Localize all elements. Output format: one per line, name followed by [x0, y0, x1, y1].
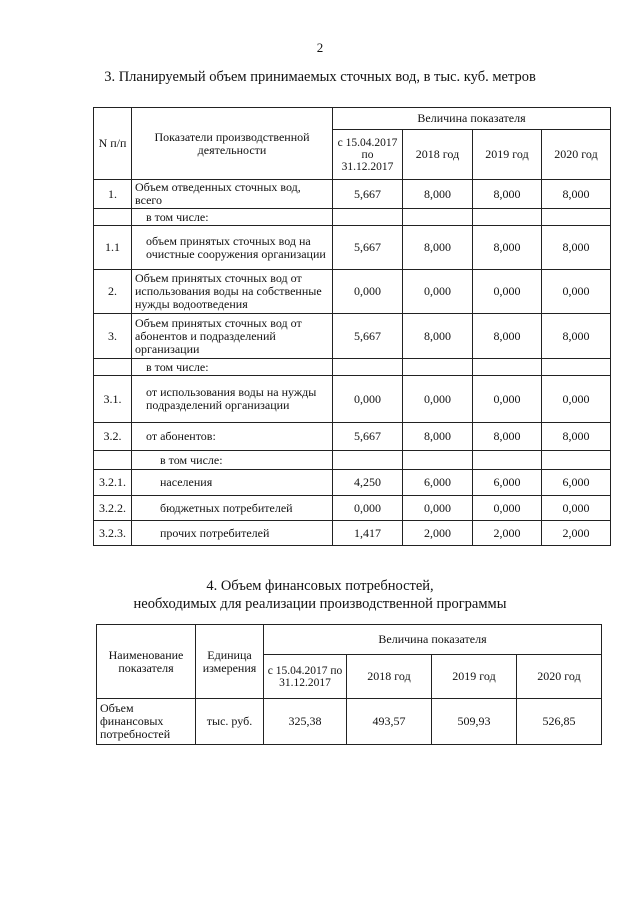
header-value-group: Величина показателя: [333, 108, 611, 130]
table-row: [97, 699, 602, 745]
row-label: бюджетных потребителей: [132, 496, 333, 521]
cell-value: 0,000: [403, 496, 473, 521]
row-label: объем принятых сточных вод на очистные сооружения организации: [132, 226, 333, 270]
table-row: [94, 209, 611, 226]
cell-value: [473, 209, 542, 226]
row-unit: тыс. руб.: [196, 699, 264, 745]
cell-value: 5,667: [333, 423, 403, 451]
table-row: [94, 451, 611, 470]
cell-value: 0,000: [542, 270, 611, 314]
cell-value: 2,000: [403, 521, 473, 546]
cell-value: 325,38: [264, 699, 347, 745]
cell-value: [403, 451, 473, 470]
cell-value: [403, 209, 473, 226]
wastewater-volume-table: [93, 107, 611, 546]
section-4-title-line-1: 4. Объем финансовых потребностей,: [206, 578, 434, 594]
row-num: [94, 209, 132, 226]
row-num: 3.: [94, 314, 132, 359]
row-num: 3.2.3.: [94, 521, 132, 546]
row-label: Объем финансовых потребностей: [97, 699, 196, 745]
row-label: Объем принятых сточных вод от использования воды на собственные нужды водоотведения: [132, 270, 333, 314]
row-num: 3.2.2.: [94, 496, 132, 521]
cell-value: [333, 451, 403, 470]
row-label: прочих потребителей: [132, 521, 333, 546]
header-value-group: Величина показателя: [264, 625, 602, 655]
cell-value: 0,000: [473, 270, 542, 314]
cell-value: 4,250: [333, 470, 403, 496]
cell-value: [542, 359, 611, 376]
cell-value: 0,000: [473, 376, 542, 423]
section-4-title: [0, 577, 640, 613]
table-row: [94, 470, 611, 496]
cell-value: 0,000: [333, 376, 403, 423]
header-period: с 15.04.2017 по 31.12.2017: [333, 130, 403, 180]
table-row: [94, 270, 611, 314]
row-label: в том числе:: [132, 209, 333, 226]
table-row: [94, 226, 611, 270]
header-period: 2019 год: [473, 130, 542, 180]
cell-value: [542, 209, 611, 226]
row-num: [94, 359, 132, 376]
cell-value: 8,000: [542, 423, 611, 451]
header-unit: Единица измерения: [196, 625, 264, 699]
section-4-title-line-2: необходимых для реализации производственной программы: [133, 596, 507, 612]
table-row: [94, 376, 611, 423]
table-row: [94, 521, 611, 546]
cell-value: 493,57: [347, 699, 432, 745]
cell-value: 8,000: [403, 314, 473, 359]
header-period: 2020 год: [517, 655, 602, 699]
cell-value: 2,000: [473, 521, 542, 546]
header-name: Наименование показателя: [97, 625, 196, 699]
row-num: 3.2.1.: [94, 470, 132, 496]
row-num: 1.1: [94, 226, 132, 270]
cell-value: 5,667: [333, 180, 403, 209]
cell-value: 8,000: [403, 226, 473, 270]
cell-value: 8,000: [473, 180, 542, 209]
cell-value: 0,000: [403, 270, 473, 314]
cell-value: 5,667: [333, 226, 403, 270]
cell-value: 509,93: [432, 699, 517, 745]
cell-value: [473, 359, 542, 376]
page-number: 2: [316, 40, 324, 55]
cell-value: [542, 451, 611, 470]
cell-value: 1,417: [333, 521, 403, 546]
cell-value: 8,000: [403, 180, 473, 209]
row-num: 3.1.: [94, 376, 132, 423]
cell-value: [473, 451, 542, 470]
financial-needs-table: [96, 624, 602, 745]
header-num: N п/п: [94, 108, 132, 180]
cell-value: 8,000: [542, 314, 611, 359]
row-num: 2.: [94, 270, 132, 314]
row-num: 3.2.: [94, 423, 132, 451]
cell-value: 0,000: [542, 376, 611, 423]
header-period: 2019 год: [432, 655, 517, 699]
table-row: [94, 180, 611, 209]
cell-value: 8,000: [542, 226, 611, 270]
cell-value: [403, 359, 473, 376]
row-label: от абонентов:: [132, 423, 333, 451]
section-3-title: 3. Планируемый объем принимаемых сточных вод, в тыс. куб. метров: [104, 69, 536, 85]
table-row: [94, 423, 611, 451]
cell-value: 526,85: [517, 699, 602, 745]
table-row: [94, 359, 611, 376]
table-row: [94, 314, 611, 359]
row-num: 1.: [94, 180, 132, 209]
cell-value: 6,000: [403, 470, 473, 496]
cell-value: [333, 209, 403, 226]
cell-value: 0,000: [333, 496, 403, 521]
cell-value: 0,000: [473, 496, 542, 521]
cell-value: 8,000: [473, 314, 542, 359]
cell-value: 0,000: [403, 376, 473, 423]
row-label: Объем принятых сточных вод от абонентов и подразделений организации: [132, 314, 333, 359]
cell-value: [333, 359, 403, 376]
row-label: от использования воды на нужды подразделений организации: [132, 376, 333, 423]
cell-value: 6,000: [473, 470, 542, 496]
cell-value: 8,000: [473, 226, 542, 270]
header-period: 2018 год: [347, 655, 432, 699]
header-period: 2018 год: [403, 130, 473, 180]
cell-value: 5,667: [333, 314, 403, 359]
cell-value: 8,000: [403, 423, 473, 451]
cell-value: 8,000: [542, 180, 611, 209]
row-label: в том числе:: [132, 359, 333, 376]
row-label: в том числе:: [132, 451, 333, 470]
row-label: Объем отведенных сточных вод, всего: [132, 180, 333, 209]
cell-value: 0,000: [333, 270, 403, 314]
cell-value: 8,000: [473, 423, 542, 451]
header-indicator: Показатели производственной деятельности: [132, 108, 333, 180]
row-num: [94, 451, 132, 470]
header-period: 2020 год: [542, 130, 611, 180]
cell-value: 2,000: [542, 521, 611, 546]
header-period: с 15.04.2017 по 31.12.2017: [264, 655, 347, 699]
row-label: населения: [132, 470, 333, 496]
cell-value: 6,000: [542, 470, 611, 496]
cell-value: 0,000: [542, 496, 611, 521]
table-row: [94, 496, 611, 521]
